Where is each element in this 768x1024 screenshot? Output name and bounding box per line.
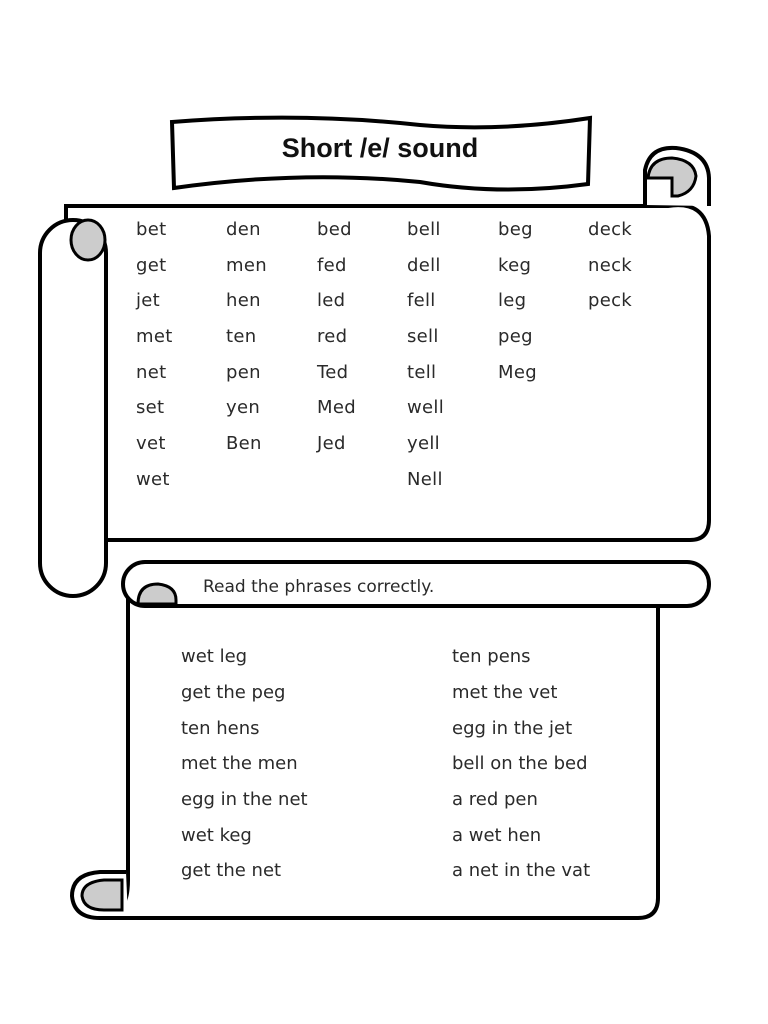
- upper-left-curl: [71, 220, 105, 260]
- phrase-item: ten hens: [181, 718, 260, 739]
- phrase-item: met the vet: [452, 682, 558, 703]
- phrase-item: a red pen: [452, 789, 538, 810]
- word-item: jet: [136, 290, 161, 311]
- word-item: Ben: [226, 433, 262, 454]
- word-item: Meg: [498, 362, 537, 383]
- word-item: yen: [226, 397, 261, 418]
- phrase-item: ten pens: [452, 646, 531, 667]
- word-item: beg: [498, 219, 533, 240]
- word-item: pen: [226, 362, 261, 383]
- word-item: men: [226, 255, 267, 276]
- word-item: get: [136, 255, 167, 276]
- word-item: set: [136, 397, 165, 418]
- word-item: met: [136, 326, 173, 347]
- phrase-item: egg in the net: [181, 789, 308, 810]
- page-title: Short /e/ sound: [281, 133, 479, 163]
- word-item: ten: [226, 326, 257, 347]
- word-item: tell: [407, 362, 437, 383]
- lower-bottom-curl: [82, 880, 122, 910]
- word-item: bet: [136, 219, 167, 240]
- word-item: Ted: [317, 362, 349, 383]
- phrases-instruction: Read the phrases correctly.: [203, 577, 435, 597]
- phrase-item: a wet hen: [452, 825, 542, 846]
- upper-left-roll: [40, 220, 106, 596]
- phrase-item: get the peg: [181, 682, 286, 703]
- word-item: red: [317, 326, 348, 347]
- lower-top-curl: [138, 584, 176, 604]
- word-item: Nell: [407, 469, 443, 490]
- word-item: den: [226, 219, 261, 240]
- word-item: hen: [226, 290, 261, 311]
- word-item: dell: [407, 255, 441, 276]
- word-item: fell: [407, 290, 436, 311]
- word-item: vet: [136, 433, 166, 454]
- word-item: fed: [317, 255, 347, 276]
- word-item: keg: [498, 255, 532, 276]
- word-item: leg: [498, 290, 527, 311]
- phrase-item: get the net: [181, 860, 282, 881]
- word-item: net: [136, 362, 167, 383]
- word-item: bell: [407, 219, 441, 240]
- word-item: deck: [588, 219, 633, 240]
- word-item: led: [317, 290, 346, 311]
- phrase-item: wet leg: [181, 646, 248, 667]
- word-item: peg: [498, 326, 533, 347]
- phrase-item: egg in the jet: [452, 718, 573, 739]
- word-item: well: [407, 397, 444, 418]
- word-item: sell: [407, 326, 439, 347]
- word-item: Med: [317, 397, 356, 418]
- word-item: yell: [407, 433, 440, 454]
- word-item: Jed: [317, 433, 346, 454]
- word-item: wet: [136, 469, 170, 490]
- phrase-item: wet keg: [181, 825, 252, 846]
- phrase-item: a net in the vat: [452, 860, 591, 881]
- word-item: bed: [317, 219, 352, 240]
- phrase-item: bell on the bed: [452, 753, 588, 774]
- phrase-item: met the men: [181, 753, 298, 774]
- word-item: peck: [588, 290, 633, 311]
- word-item: neck: [588, 255, 633, 276]
